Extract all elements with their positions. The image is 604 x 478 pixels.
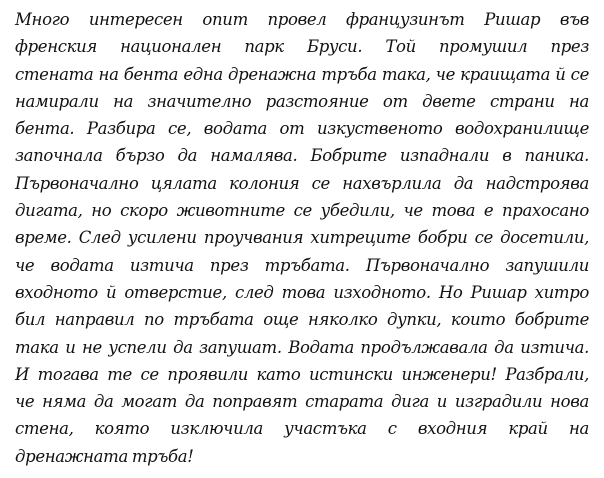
text-line: намирали на значително разстояние от двете страни на (15, 91, 589, 111)
text-line: Първоначално цялата колония се нахвърлила да надстроява (15, 173, 589, 193)
text-line: стена, която изключила участъка с входния край на (15, 419, 589, 439)
text-line: И тогава те се проявили като истински инженери! Разбрали, (15, 364, 589, 384)
text-line: бил направил по тръбата още няколко дупки, които бобрите (15, 310, 589, 330)
text-line: френския национален парк Бруси. Той промушил през (15, 37, 589, 57)
text-line: Много интересен опит провел французинът Ришар във (15, 10, 589, 29)
text-line: бента. Разбира се, водата от изкуственото водохранилище (15, 119, 589, 139)
text-block (15, 6, 589, 470)
text-line: че няма да могат да поправят старата дига и изградили нова (15, 392, 589, 412)
text-line: входното й отверстие, след това изходното. Но Ришар хитро (15, 282, 589, 302)
text-line: започнала бързо да намалява. Бобрите изпаднали в паника. (15, 146, 589, 166)
text-line: така и не успели да запушат. Водата продължавала да изтича. (15, 337, 589, 357)
text-line: дигата, но скоро животните се убедили, че това е прахосано (15, 201, 589, 221)
text-line: време. След усилени проучвания хитреците бобри се досетили, (15, 228, 589, 248)
text-line: че водата изтича през тръбата. Първоначално запушили (15, 255, 589, 275)
text-line: стената на бента една дренажна тръба така, че краищата й се (15, 64, 589, 84)
text-line-last: дренажната тръба! (15, 446, 194, 466)
